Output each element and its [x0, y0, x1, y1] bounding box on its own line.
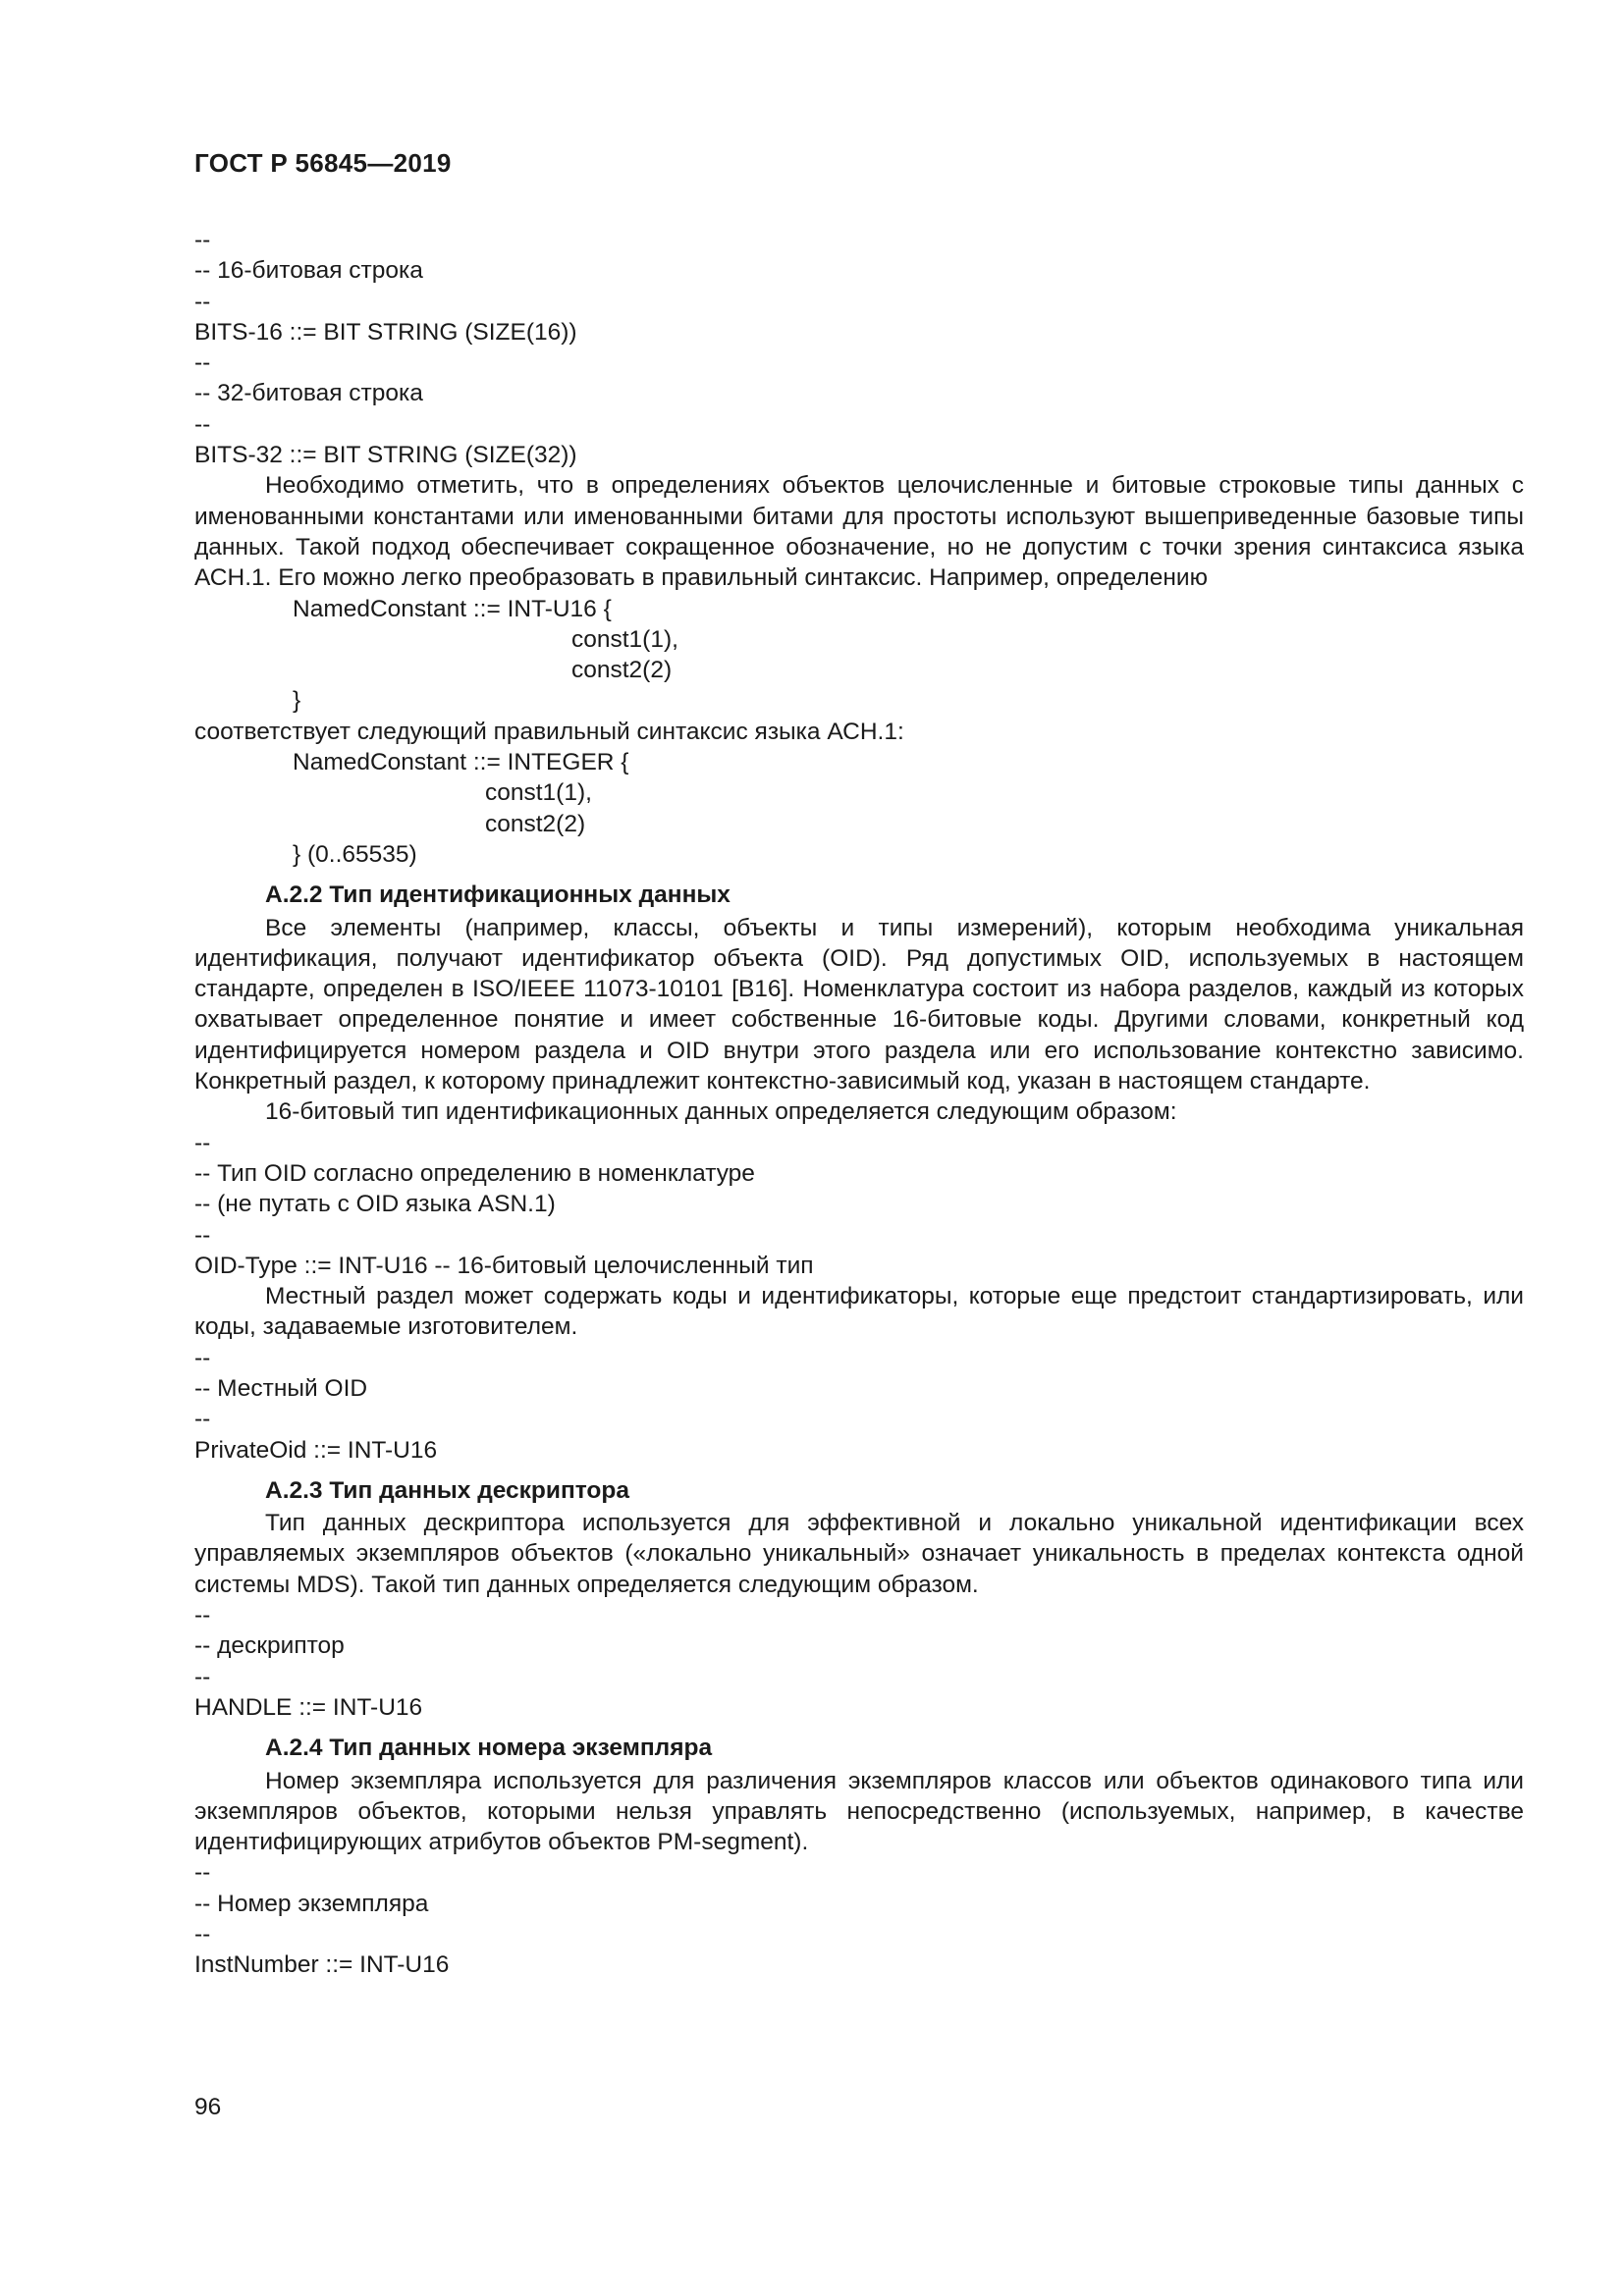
code-line: -- [194, 288, 211, 315]
section-heading-a23: А.2.3 Тип данных дескриптора [265, 1476, 629, 1504]
code-line: -- [194, 1921, 211, 1949]
paragraph: 16-битовый тип идентификационных данных определяется следующим образом: [265, 1098, 1177, 1126]
paragraph: Все элементы (например, классы, объекты и типы измерений), которым необходима уникальная идентификация, получают идентификатор объекта (OID). Ряд допустимых OID, используемых в настоящем стандарте, определен в ISO/IEEE 11073-10101 [B16]. Номенклатура состоит из набора разделов, каждый из которых охватывает определенное понятие и имеет собственные 16-битовые коды. Другими словами, конкретный код идентифицируется номером раздела и OID внутри этого раздела или его использование контекстно зависимо. Конкретный раздел, к которому принадлежит контекстно-зависимый код, указан в настоящем стандарте. [194, 914, 1524, 1095]
code-line: InstNumber ::= INT-U16 [194, 1951, 450, 1979]
code-line: HANDLE ::= INT-U16 [194, 1693, 423, 1721]
code-line: BITS-16 ::= BIT STRING (SIZE(16)) [194, 318, 577, 346]
paragraph-note: Необходимо отметить, что в определениях объектов целочисленные и битовые строковые типы данных с именованными константами или именованными битами для простоты используют вышеприведенные базовые типы данных. Такой подход обеспечивает сокращенное обозначение, но не допустим с точки зрения синтаксиса языка АСН.1. Его можно легко преобразовать в правильный синтаксис. Например, определению [194, 472, 1524, 592]
code-line: -- [194, 1663, 211, 1690]
code-block-bits [194, 225, 1524, 470]
code-line: -- [194, 227, 211, 253]
code-line: -- [194, 1859, 211, 1887]
code-line: -- (не путать с OID языка ASN.1) [194, 1191, 556, 1218]
document-header: ГОСТ Р 56845—2019 [194, 148, 452, 178]
code-block-private-oid [194, 1343, 1524, 1466]
code-line: -- [194, 1602, 211, 1629]
code-line: const2(2) [485, 810, 586, 837]
code-block-instnumber [194, 1857, 1524, 1980]
page-number: 96 [194, 2094, 222, 2120]
code-line: const1(1), [485, 779, 592, 807]
code-line: -- Местный OID [194, 1374, 368, 1402]
code-block-oid [194, 1128, 1524, 1281]
code-line: const1(1), [571, 625, 678, 653]
code-line: -- 32-битовая строка [194, 380, 423, 407]
paragraph: Местный раздел может содержать коды и идентификаторы, которые еще предстоит стандартизировать, или коды, задаваемые изготовителем. [194, 1283, 1524, 1341]
code-line: -- [194, 349, 211, 377]
code-line: const2(2) [571, 657, 673, 684]
code-line: -- [194, 1129, 211, 1156]
code-line: -- Номер экземпляра [194, 1890, 429, 1917]
code-line: BITS-32 ::= BIT STRING (SIZE(32)) [194, 442, 577, 469]
code-line: PrivateOid ::= INT-U16 [194, 1436, 438, 1464]
code-line: } [293, 687, 301, 715]
code-line: -- дескриптор [194, 1632, 345, 1660]
code-example-shorthand [194, 594, 1524, 717]
code-line: NamedConstant ::= INTEGER { [293, 749, 629, 776]
code-line: } (0..65535) [293, 840, 417, 868]
paragraph-transition: соответствует следующий правильный синтаксис языка АСН.1: [194, 718, 904, 745]
code-line: -- [194, 1406, 211, 1433]
code-line: -- 16-битовая строка [194, 257, 423, 285]
code-line: -- Тип OID согласно определению в номенклатуре [194, 1159, 755, 1187]
code-example-correct [194, 747, 1524, 870]
section-heading-a24: А.2.4 Тип данных номера экземпляра [265, 1735, 713, 1762]
code-line: OID-Type ::= INT-U16 -- 16-битовый целочисленный тип [194, 1252, 814, 1279]
code-line: -- [194, 1221, 211, 1249]
document-body [194, 225, 1524, 1981]
code-line: NamedConstant ::= INT-U16 { [293, 595, 612, 622]
code-line: -- [194, 410, 211, 438]
code-block-handle [194, 1600, 1524, 1723]
paragraph: Номер экземпляра используется для различения экземпляров классов или объектов одинакового типа или экземпляров объектов, которыми нельзя управлять непосредственно (используемых, например, в качестве идентифицирующих атрибутов объектов PM-segment). [194, 1767, 1524, 1856]
section-heading-a22: А.2.2 Тип идентификационных данных [265, 881, 731, 909]
code-line: -- [194, 1344, 211, 1371]
paragraph: Тип данных дескриптора используется для эффективной и локально уникальной идентификации всех управляемых экземпляров объектов («локально уникальный» означает уникальность в пределах контекста одной системы MDS). Такой тип данных определяется следующим образом. [194, 1510, 1524, 1598]
